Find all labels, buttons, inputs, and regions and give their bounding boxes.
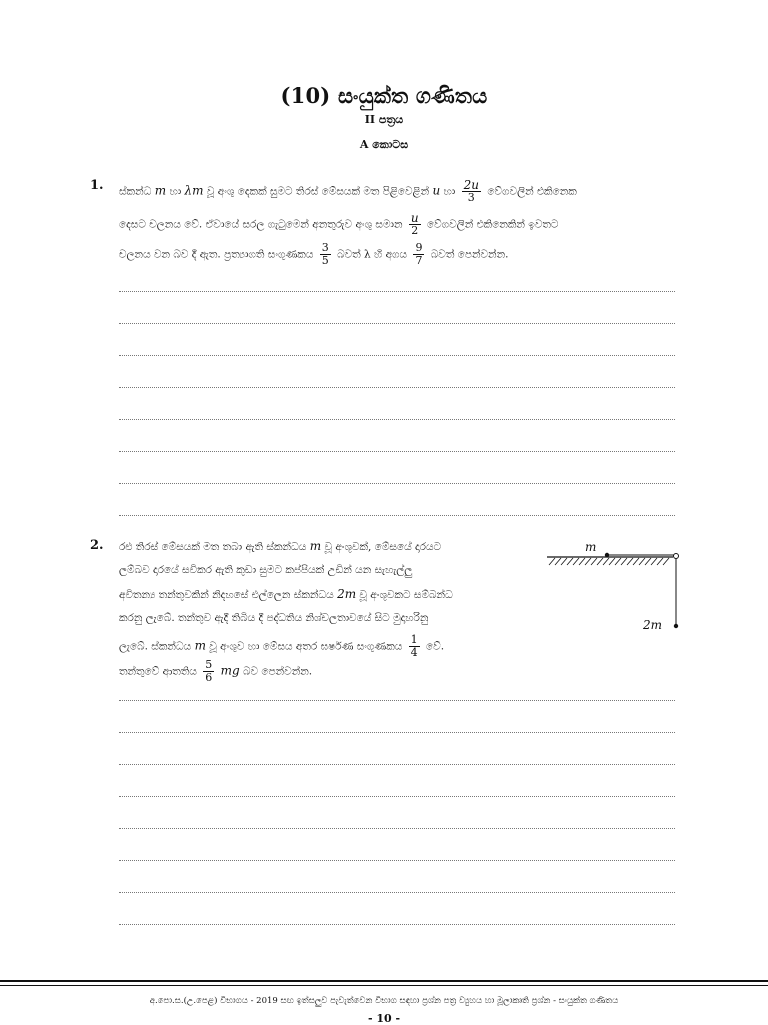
q2-text: වේ. [426,640,445,653]
answer-line[interactable] [119,451,675,452]
q2-var-m: m [194,638,206,653]
q2-line-1 [119,539,441,554]
q1-var-lm: λm [184,183,204,198]
question-2-number: 2. [90,538,104,553]
q2-fraction-1-4: $\frac{1}{4}$ [410,633,418,659]
answer-line[interactable] [119,419,675,420]
q1-text: හා [169,185,182,198]
answer-line[interactable] [119,483,675,484]
q1-text: වේගවලින් එකිනෙකින් ඉවතට [426,218,559,231]
answer-line[interactable] [119,387,675,388]
answer-line[interactable] [119,323,675,324]
q1-text: බවත් පෙන්වන්න. [430,248,509,261]
q2-var-2m: 2m [337,587,357,601]
q2-text: වූ අංශුවකට සම්බන්ධ [359,589,453,601]
page-title: (10) සංයුක්ත ගණිතය [280,83,488,108]
q1-fraction-9-7: $\frac{9}{7}$ [415,241,423,267]
q1-fraction-u-2: $\frac{u}{2}$ [410,211,419,237]
answer-line[interactable] [119,924,675,925]
answer-line[interactable] [119,892,675,893]
q1-line-1 [119,179,577,204]
q1-fraction-3-5: $\frac{3}{5}$ [321,241,329,267]
q1-text: බවත් λ හි අගය [337,248,408,261]
answer-line[interactable] [119,860,675,861]
q2-fraction-5-6: $\frac{5}{6}$ [205,658,213,684]
q1-text: ස්කන්ධ [119,185,152,198]
q1-text: වූ අංශු දෙකක් සුමට තිරස් මේසයක් මත පිළිවෙළින් [206,185,430,198]
q2-line-6 [119,659,312,684]
q2-line-4: කරනු ලැබේ. තන්තුව ඇදී තිබිය දී පද්ධතිය නිශ්චලතාවයේ සිට මුදාහරිනු [119,612,429,624]
q1-text: වේගවලින් එකිනෙක [487,185,577,198]
particle-2m [674,624,678,628]
q2-text: රළු තිරස් මේසයක් මත තබා ඇති ස්කන්ධය [119,541,307,553]
answer-line[interactable] [119,764,675,765]
answer-line[interactable] [119,291,675,292]
answer-line[interactable] [119,828,675,829]
footer-rule-thick [0,980,768,982]
section-label: A කොටස [359,138,409,151]
pulley [674,554,679,559]
q2-text: බව පෙන්වන්න. [243,665,313,678]
particle-m [605,553,609,557]
question-1-number: 1. [90,178,104,193]
diagram-label-2m: 2m [643,618,663,632]
q1-text: දෙසට චලනය වේ. ඒවායේ සරල ගැටුමෙන් අනතුරුව අංශු සමාන [119,218,403,231]
q2-line-2: ලම්බව දාරයේ සවිකර ඇති කුඩා සුමට කප්පියක් උඩින් යන සැහැල්ලු [119,564,413,576]
q1-text: හා [443,185,456,198]
q2-line-3 [119,587,453,602]
q2-line-5 [119,634,444,659]
q1-line-3 [119,242,508,267]
pulley-diagram [545,540,685,640]
q1-var-u: u [432,183,441,198]
q2-text: වූ අංශුව හා මේසය අතර ඝර්ෂණ සංගුණකය [209,640,403,653]
q1-fraction-2u-3: $\frac{2u}{3}$ [463,178,479,204]
answer-line[interactable] [119,700,675,701]
footer-text: අ.පො.ස.(උ.පෙළ) විභාගය - 2019 සඟ ඉත්සලුව පැවැත්වෙන විභාග සඳහා ප්‍රශ්න පත්‍ර ව්‍යුහය හා මූලාකෘති ප්‍රශ්න - සංයුක්ත ගණිතය [149,996,619,1006]
diagram-label-m: m [585,540,597,554]
paper-label: II පත්‍රය [364,113,404,126]
q1-var-m: m [154,183,167,198]
q2-text: තන්තුවේ ආතතිය [119,665,197,678]
table-hatching [549,558,669,565]
answer-line[interactable] [119,732,675,733]
diagram-svg [545,540,685,640]
footer-rule-thin [0,985,768,986]
answer-line[interactable] [119,796,675,797]
answer-line[interactable] [119,515,675,516]
q2-text: අවිතන්‍ය තන්තුවකින් නිදහසේ එල්ලෙන ස්කන්ධය [119,589,334,601]
q1-text: චලනය වන බව දී ඇත. ප්‍රත්‍යාගති සංගුණකය [119,248,314,261]
q2-text: ලැබේ. ස්කන්ධය [119,640,192,653]
answer-line[interactable] [119,355,675,356]
q2-text: වූ අංශුවක්, මේසයේ දාරයට [324,541,442,553]
q2-var-m: m [309,539,322,553]
q1-line-2 [119,212,558,237]
q2-var-mg: mg [220,663,240,678]
page-number: - 10 - [367,1012,401,1025]
